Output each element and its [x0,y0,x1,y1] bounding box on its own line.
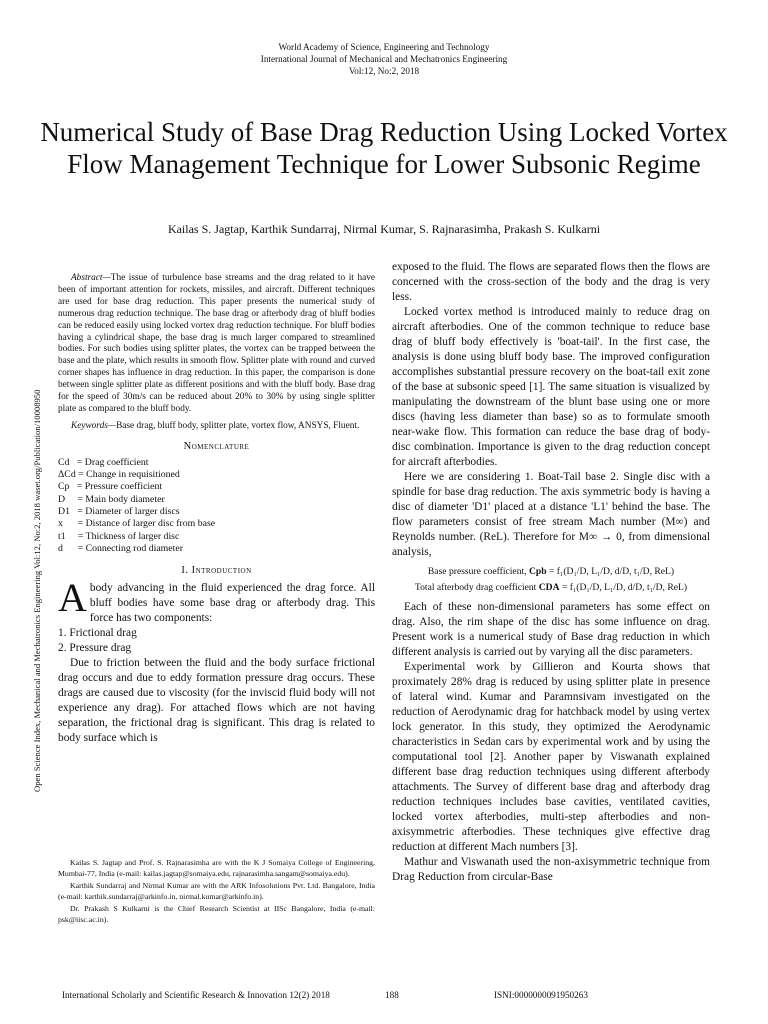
list-item: 1. Frictional drag [58,627,137,640]
eq1-label: Base pressure coefficient, [427,566,527,577]
nomenclature-heading: Nomenclature [183,440,250,452]
header-line-1: World Academy of Science, Engineering and Technology [278,42,490,52]
nomenclature-list [58,457,375,555]
keywords [58,421,375,433]
author-list: Kailas S. Jagtap, Karthik Sundarraj, Nirmal Kumar, S. Rajnarasimha, Prakash S. Kulkarni [167,222,601,236]
introduction-heading: I. Introduction [181,565,252,577]
abstract-label: Abstract— [71,273,111,283]
abstract-text: The issue of turbulence base streams and the drag related to it have been of important attention for rockets, missiles, and aircraft. Different techniques are used for base drag reduction. This paper presents the numerical study of numerous drag reduction technique. The base drag or afterbody drag of bluff bodies can be reduced easily using locked vortex drag reduction technique. For bluff bodies having a cylindrical shape, the base drag is much larger compared to streamlined bodies. For such bodies using splitter plates, the vortex can be trapped between the base and the plate, which results in smooth flow. Splitter plate with round and curved corner shapes has influence in drag reduction. In this paper, the comparison is done between single splitter plate as different positions and with the bluff body. Base drag for the speed of 30m/s can be reduced about 20% to 30% by using single splitter plate as compared to the bluff body. [58,273,375,414]
nomenclature-item: Cp = Pressure coefficient [58,481,163,493]
eq1-rhs: = f₁(D₁/D, L₁/D, d/D, t₁/D, ReL) [548,566,675,577]
journal-header [0,41,768,77]
eq2-label: Total afterbody drag coefficient [414,582,537,593]
abstract [58,273,375,416]
right-paragraph-2: Here we are considering 1. Boat-Tail base 2. Single disc with a spindle for base drag reduction. The axis symmetric body is having a disc of diameter 'D1' placed at a distance 'L1' behind the base. The flow parameters consist of free stream Mach number (M∞) and Reynolds number. (ReL). Therefore for M∞ → 0, from dimensional analysis, [392,471,710,558]
right-paragraph-4: Experimental work by Gillieron and Kourta shows that proximately 28% drag is reduced by using splitter plate in presence of lateral wind. Kumar and Paramnsivam investigated on the reduction of Aerodynamic drag for hatchback model by using vertex lock generator. In this study, they optimized the Aerodynamic characteristics in Sedan cars by experimental work and by using the computational tool [2]. Another paper by Viswanath explained different base drag reduction techniques using different afterbody attachments. The Survey of different base drag and afterbody drag reduction techniques includes base cavities, ventilated cavities, locked vortex afterbodies, multi-step afterbodies and non-axisymmetric afterbodies. These techniques give effective drag reduction at different Mach numbers [3]. [392,661,710,853]
header-line-3: Vol:12, No:2, 2018 [348,66,420,76]
side-watermark [31,322,45,792]
intro-paragraph-1 [58,575,375,626]
footnote: Karthik Sundarraj and Nirmal Kumar are with the ARK Infosolutions Pvt. Ltd. Bangalore, India (e-mail: karthik.sundarraj@arkinfo.in, nirmal.kumar@arkinfo.in). [58,881,375,901]
equation-2 [392,580,710,596]
nomenclature-item: t1 = Thickness of larger disc [58,530,180,542]
nomenclature-item: D1 = Diameter of larger discs [58,505,180,517]
eq2-symbol: CDA [538,582,560,593]
drop-cap: A [58,575,87,621]
eq2-rhs: = f₁(D₁/D, L₁/D, d/D, t₁/D, ReL) [561,582,688,593]
right-paragraph-1: Locked vortex method is introduced mainly to reduce drag on aircraft afterbodies. One of the common technique to reduce base drag of bluff body effectively is 'boat-tail'. In the first case, the analysis is done using bluff body base. The improved configuration accomplishes substantial pressure recovery on the boat-tail exit zone of the base at subsonic speed [1]. The same situation is visualized by manipulating the downstream of the blunt base using one or more discs (having less diameter than base) so as to formulate smooth near-wake flow. This formation can reduce the base drag of body- disc combination. Importance is given to the drag reduction concept for aircraft afterbodies. [392,306,710,468]
eq1-symbol: Cpb [528,566,547,577]
footnote: Kailas S. Jagtap and Prof. S. Rajnarasimha are with the K J Somaiya College of Engineering, Mumbai-77, India (e-mail: kailas.jagtap@somaiya.edu, rajnarasimha.sangam@somaiya.edu). [58,858,375,878]
right-paragraph-3: Each of these non-dimensional parameters has some effect on drag. Also, the rim shape of the disc has some influence on drag. Present work is a numerical study of Base drag reduction in which different analysis is carried out by varying all the disc parameters. [392,601,710,658]
intro-paragraph-2: Due to friction between the fluid and the body surface frictional drag occurs and due to eddy formation pressure drag occurs. These drags are caused due to viscosity (for the inviscid fluid body will not experience any drag). For attached flows which are not having separation, the frictional drag is significant. This drag is related to body surface which is [58,657,375,745]
equation-1 [392,564,710,580]
keywords-label: Keywords— [71,420,117,431]
paper-title: Numerical Study of Base Drag Reduction Using Locked Vortex Flow Management Technique for Lower Subsonic Regime [40,117,728,179]
nomenclature-item: x = Distance of larger disc from base [58,518,216,530]
page-number: 188 [385,990,399,1000]
keywords-text: Base drag, bluff body, splitter plate, vortex flow, ANSYS, Fluent. [116,420,360,431]
right-column [392,260,710,885]
footnotes [58,858,375,927]
header-line-2: International Journal of Mechanical and Mechatronics Engineering [260,54,508,64]
right-paragraph-0: exposed to the fluid. The flows are separated flows then the flows are concerned with the cross-section of the body and the drag is very less. [392,261,710,303]
drag-components-list [58,626,375,656]
side-watermark-text: Open Science Index, Mechanical and Mechatronics Engineering Vol:12, No:2, 2018 waset.org/Publication/10008950 [32,389,42,792]
nomenclature-item: ΔCd = Change in requisitioned [58,469,180,481]
left-column [58,273,375,746]
footnote: Dr. Prakash S Kulkarni is the Chief Research Scientist at IISc Bangalore, India (e-mail: psk@iisc.ac.in). [58,904,375,924]
right-paragraph-5: Mathur and Viswanath used the non-axisymmetric technique from Drag Reduction from circular-Base [392,856,710,883]
footer-publisher: International Scholarly and Scientific Research & Innovation 12(2) 2018 [62,990,330,1000]
footer-isni: ISNI:0000000091950263 [494,990,588,1000]
nomenclature-item: Cd = Drag coefficient [58,456,149,468]
nomenclature-item: d = Connecting rod diameter [58,542,183,554]
nomenclature-item: D = Main body diameter [58,493,165,505]
list-item: 2. Pressure drag [58,642,132,655]
intro-p1-text: body advancing in the fluid experienced the drag force. All bluff bodies have some base drag or afterbody drag. This force has two components: [89,582,375,625]
